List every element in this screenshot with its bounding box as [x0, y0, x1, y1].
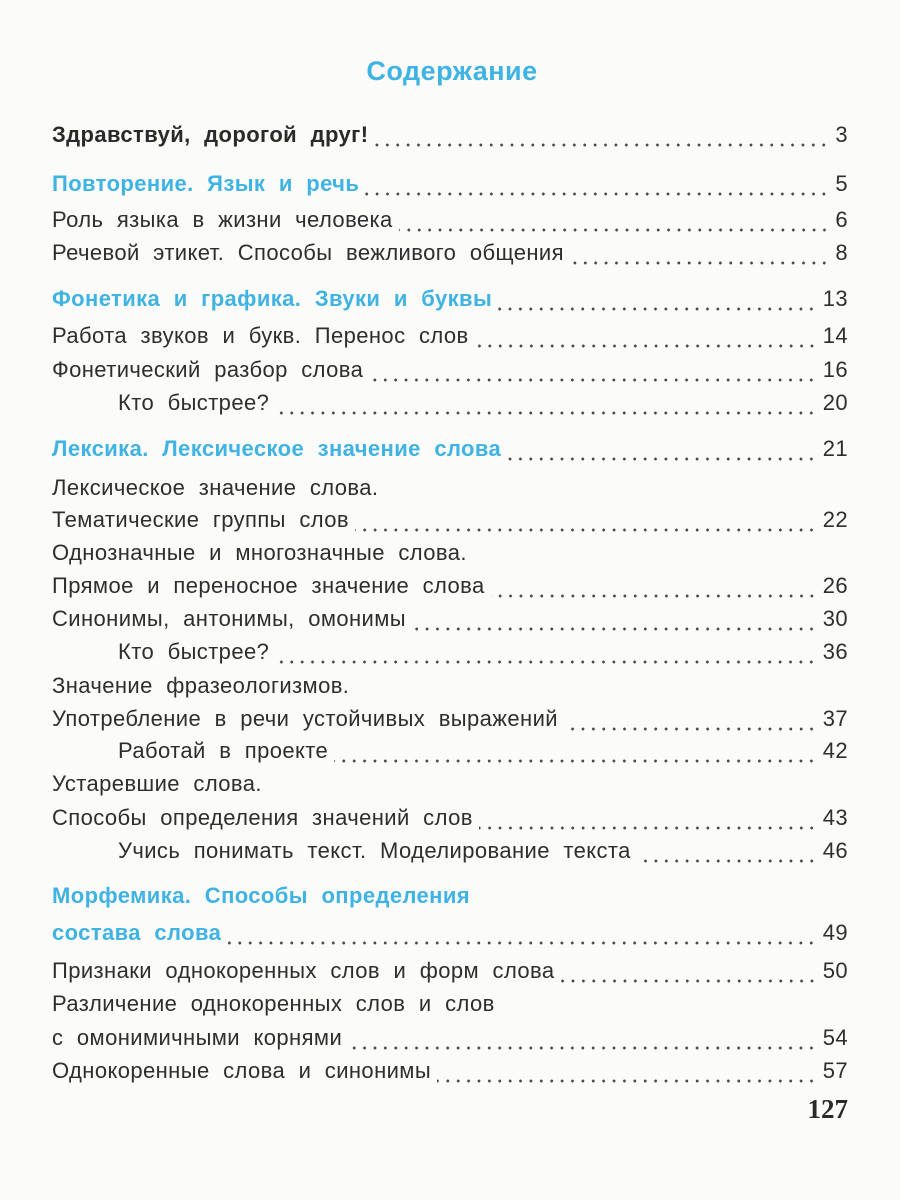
toc-entry	[52, 471, 848, 501]
toc-entry	[118, 386, 848, 416]
toc-entry	[52, 569, 848, 599]
dot-leader	[564, 712, 817, 732]
dot-leader	[479, 811, 817, 831]
toc-entry-title: состава слова	[52, 920, 222, 945]
toc-entry-page: 26	[822, 573, 848, 598]
toc-entry-page: 22	[822, 507, 848, 532]
toc-entry-title: с омонимичными корнями	[52, 1025, 343, 1050]
dot-leader	[570, 246, 829, 266]
dot-leader	[437, 1064, 817, 1084]
toc-entry	[52, 916, 848, 946]
toc-entry	[52, 236, 848, 266]
dot-leader	[355, 513, 817, 533]
toc-entry	[52, 954, 848, 984]
dot-leader	[334, 744, 817, 764]
toc-entry-page: 46	[822, 838, 848, 863]
toc-entry	[52, 319, 848, 349]
page-title: Содержание	[366, 56, 538, 86]
toc-entry-page: 14	[822, 323, 848, 348]
dot-leader	[369, 363, 816, 383]
toc-entry-title: Повторение. Язык и речь	[52, 171, 360, 196]
toc-entry-title: Признаки однокоренных слов и форм слова	[52, 958, 555, 983]
dot-leader	[498, 292, 817, 312]
dot-leader	[348, 1031, 817, 1051]
toc-entry	[52, 1054, 848, 1084]
dot-leader	[275, 396, 816, 416]
toc-entry-page: 16	[822, 357, 848, 382]
toc-entry-page: 13	[822, 286, 848, 311]
toc-entry-title: Однозначные и многозначные слова.	[52, 540, 467, 565]
toc-entry-title: Устаревшие слова.	[52, 771, 262, 796]
dot-leader	[491, 579, 817, 599]
toc-entry-title: Кто быстрее?	[118, 390, 270, 415]
dot-leader	[227, 926, 816, 946]
toc-entry	[52, 602, 848, 632]
toc-entry-page: 5	[835, 171, 848, 196]
toc-entry-page: 8	[835, 240, 848, 265]
toc-entry-page: 37	[822, 706, 848, 731]
toc-entry-title: Однокоренные слова и синонимы	[52, 1058, 432, 1083]
dot-leader	[365, 177, 829, 197]
toc-entry	[52, 282, 848, 312]
toc-entry-title: Морфемика. Способы определения	[52, 883, 471, 908]
toc-entry-page: 54	[822, 1025, 848, 1050]
dot-leader	[374, 128, 829, 148]
toc-entry	[118, 834, 848, 864]
toc-entry	[52, 353, 848, 383]
toc-entry	[52, 203, 848, 233]
toc-entry	[52, 503, 848, 533]
toc-entry	[118, 734, 848, 764]
dot-leader	[561, 964, 817, 984]
toc-entry	[52, 987, 848, 1017]
toc-entry-title: Лексика. Лексическое значение слова	[52, 436, 502, 461]
toc-entry-title: Различение однокоренных слов и слов	[52, 991, 495, 1016]
toc-entry-title: Речевой этикет. Способы вежливого общения	[52, 240, 564, 265]
toc-entry	[52, 767, 848, 797]
toc-entry-title: Прямое и переносное значение слова	[52, 573, 485, 598]
toc-entry-page: 21	[822, 436, 848, 461]
toc-entry-title: Значение фразеологизмов.	[52, 673, 350, 698]
dot-leader	[399, 213, 830, 233]
toc-entry-title: Употребление в речи устойчивых выражений	[52, 706, 558, 731]
toc-entry-page: 50	[822, 958, 848, 983]
toc-entry-title: Фонетика и графика. Звуки и буквы	[52, 286, 493, 311]
toc-entry	[118, 635, 848, 665]
toc-entry	[52, 536, 848, 566]
toc-entry-title: Лексическое значение слова.	[52, 475, 379, 500]
toc-entry	[52, 669, 848, 699]
toc-entry	[52, 879, 848, 909]
toc-entry	[52, 702, 848, 732]
toc-entry-title: Способы определения значений слов	[52, 805, 473, 830]
toc-entry-title: Учись понимать текст. Моделирование текста	[118, 838, 631, 863]
toc-entry	[52, 167, 848, 197]
toc-entry-page: 30	[822, 606, 848, 631]
dot-leader	[475, 329, 817, 349]
toc-entry-page: 57	[822, 1058, 848, 1083]
toc-entry-title: Здравствуй, дорогой друг!	[52, 122, 369, 147]
page-number: 127	[807, 1094, 848, 1124]
toc-entry-page: 43	[822, 805, 848, 830]
dot-leader	[507, 442, 817, 462]
dot-leader	[637, 844, 817, 864]
toc-entry-page: 6	[835, 207, 848, 232]
toc-entry-title: Работа звуков и букв. Перенос слов	[52, 323, 469, 348]
toc-entry-title: Роль языка в жизни человека	[52, 207, 393, 232]
toc-entry-page: 49	[822, 920, 848, 945]
toc-entry-page: 20	[822, 390, 848, 415]
toc-entry-title: Синонимы, антонимы, омонимы	[52, 606, 406, 631]
toc-entry-page: 42	[822, 738, 848, 763]
toc-entry	[52, 1021, 848, 1051]
toc-entry	[52, 801, 848, 831]
toc-entry-title: Кто быстрее?	[118, 639, 270, 664]
toc-entry-title: Работай в проекте	[118, 738, 329, 763]
toc-entry-title: Фонетический разбор слова	[52, 357, 364, 382]
toc-entry-page: 36	[822, 639, 848, 664]
toc-entry-page: 3	[835, 122, 848, 147]
dot-leader	[412, 612, 817, 632]
toc-entry	[52, 432, 848, 462]
dot-leader	[275, 645, 816, 665]
toc-entry-title: Тематические группы слов	[52, 507, 350, 532]
toc-entry	[52, 118, 848, 148]
